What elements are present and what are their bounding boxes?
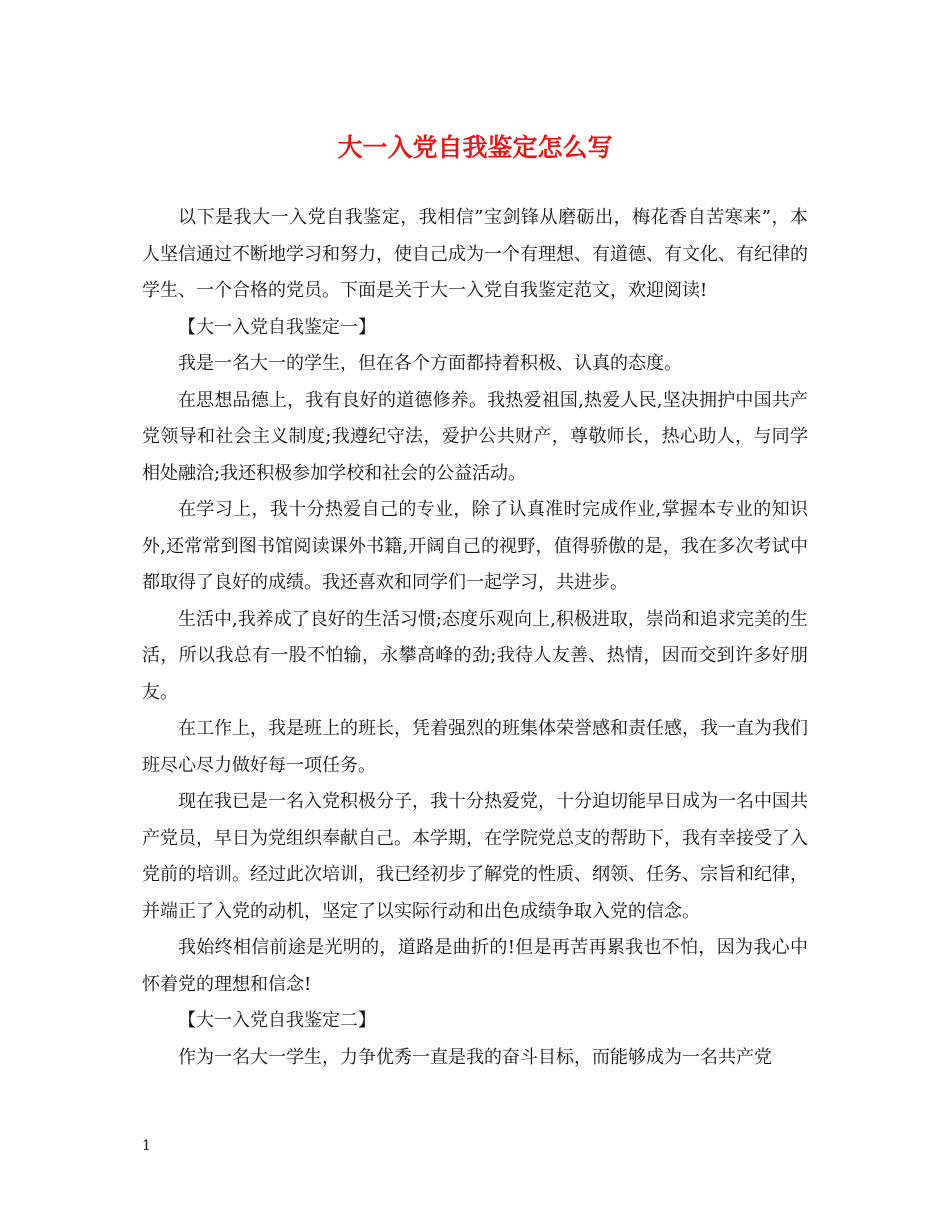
document-title: 大一入党自我鉴定怎么写 — [337, 133, 613, 162]
body-paragraph: 作为一名大一学生，力争优秀一直是我的奋斗目标，而能够成为一名共产党 — [178, 1046, 772, 1068]
body-paragraph: 在思想品德上，我有良好的道德修养。我热爱祖国,热爱人民,坚决拥护中国共产党领导和社会主义制度;我遵纪守法，爱护公共财产，尊敬师长，热心助人，与同学相处融洽;我还积极参加学校和社会的公益活动。 — [142, 389, 808, 484]
intro-paragraph: 以下是我大一入党自我鉴定，我相信”宝剑锋从磨砺出，梅花香自苦寒来”，本人坚信通过不断地学习和努力，使自己成为一个有理想、有道德、有文化、有纪律的学生、一个合格的党员。下面是关于大一入党自我鉴定范文，欢迎阅读! — [142, 207, 808, 301]
body-paragraph: 我是一名大一的学生，但在各个方面都持着积极、认真的态度。 — [178, 353, 682, 374]
body-paragraph: 我始终相信前途是光明的，道路是曲折的!但是再苦再累我也不怕，因为我心中怀着党的理想和信念! — [142, 937, 808, 995]
section-heading-one: 【大一入党自我鉴定一】 — [178, 316, 376, 338]
section-heading-two: 【大一入党自我鉴定二】 — [178, 1010, 376, 1031]
body-paragraph: 在学习上，我十分热爱自己的专业，除了认真准时完成作业,掌握本专业的知识外,还常常到图书馆阅读课外书籍,开阔自己的视野，值得骄傲的是，我在多次考试中都取得了良好的成绩。我还喜欢和同学们一起学习，共进步。 — [142, 499, 808, 593]
body-paragraph: 现在我已是一名入党积极分子，我十分热爱党，十分迫切能早日成为一名中国共产党员，早日为党组织奉献自己。本学期，在学院党总支的帮助下，我有幸接受了入党前的培训。经过此次培训，我已经初步了解党的性质、纲领、任务、宗旨和纪律，并端正了入党的动机，坚定了以实际行动和出色成绩争取入党的信念。 — [142, 791, 808, 922]
document-body — [142, 200, 808, 1076]
body-paragraph: 生活中,我养成了良好的生活习惯;态度乐观向上,积极进取，崇尚和追求完美的生活，所以我总有一股不怕输，永攀高峰的劲;我待人友善、热情，因而交到许多好朋友。 — [142, 608, 808, 703]
body-paragraph: 在工作上，我是班上的班长，凭着强烈的班集体荣誉感和责任感，我一直为我们班尽心尽力做好每一项任务。 — [142, 718, 808, 776]
page-number: 1 — [142, 1138, 151, 1154]
